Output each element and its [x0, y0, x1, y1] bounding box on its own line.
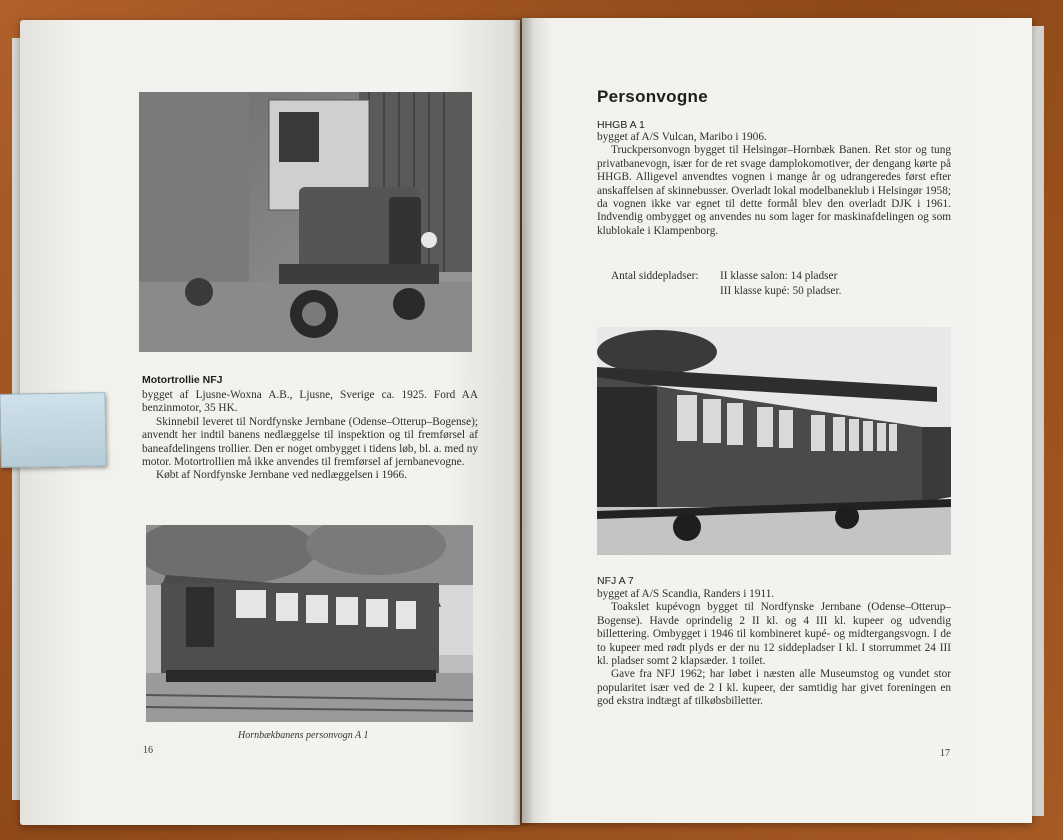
- motortrollie-title: Motortrollie NFJ: [142, 374, 223, 386]
- page-number-left: 16: [143, 745, 153, 756]
- nfj-a7-title: NFJ A 7: [597, 575, 634, 587]
- motortrollie-text: [142, 389, 478, 483]
- nfj-a7-text: [597, 588, 951, 709]
- page-number-right: 17: [940, 748, 950, 759]
- carriage-photo-caption: Hornbækbanens personvogn A 1: [238, 730, 369, 741]
- paragraph: Købt af Nordfynske Jernbane ved nedlæggelsen i 1966.: [156, 469, 407, 482]
- paragraph: bygget af A/S Vulcan, Maribo i 1906.: [597, 131, 767, 143]
- paragraph: bygget af Ljusne-Woxna A.B., Ljusne, Sverige ca. 1925. Ford AA benzinmotor, 35 HK.: [142, 389, 478, 415]
- paragraph: bygget af A/S Scandia, Randers i 1911.: [597, 588, 775, 600]
- nfj-a7-photo: [597, 327, 951, 555]
- bookmark-slip[interactable]: [0, 392, 107, 468]
- hhgb-a1-text: [597, 131, 951, 238]
- motortrollie-photo: [139, 92, 472, 352]
- hornbaek-carriage-photo: [146, 525, 473, 722]
- right-page-stack-edge: [1032, 26, 1044, 816]
- paragraph: Gave fra NFJ 1962; har løbet i næsten alle Museumstog og vundet stor popularitet især ved de 2 I kl. kupeer, der samtidig har givet foreningen en god ekstra indtægt af tilkøbsbilletter.: [597, 668, 951, 708]
- seats-line-1: II klasse salon: 14 pladser: [720, 270, 838, 282]
- seats-label: Antal siddepladser:: [611, 270, 699, 282]
- paragraph: Skinnebil leveret til Nordfynske Jernbane (Odense–Otterup–Bogense); anvendt her indtil banens nedlæggelse til inspektion og til fremførsel af baneafdelingens trollier. Den er noget ombygget i tidens løb, bl. a. med ny motor. Motortrollien må ikke anvendes til fremførsel af jernbanevogne.: [142, 415, 478, 469]
- book-gutter: [512, 18, 534, 826]
- paragraph: Toakslet kupévogn bygget til Nordfynske Jernbane (Odense–Otterup–Bogense). Havde oprindelig 2 II kl. og 4 III kl. kupeer og udvendig billettering. Ombygget i 1946 til kombineret kupé- og midtergangsvogn. I de to kupeer med rødt plyds er der nu 12 siddepladser I kl. I storrummet 24 III kl. pladser somt 2 klapsæder. 1 toilet.: [597, 601, 951, 668]
- seats-line-2: III klasse kupé: 50 pladser.: [720, 285, 842, 297]
- section-heading: Personvogne: [597, 87, 708, 106]
- paragraph: Truckpersonvogn bygget til Helsingør–Hornbæk Banen. Ret stor og tung privatbanevogn, især for de ret svage damplokomotiver, der dengang kørte på HHGB. Alligevel anvendtes vognen i mange år og udrangeredes først efter anskaffelsen af skinnebusser. Overladt lokal modelbaneklub i Helsingør 1958; da vognen ikke var egnet til dette formål blev den overladt DJK i 1961. Indvendig ombygget og anvendes nu som lager for maskinafdelingen og som klublokale i Klampenborg.: [597, 144, 951, 237]
- hhgb-a1-title: HHGB A 1: [597, 119, 645, 131]
